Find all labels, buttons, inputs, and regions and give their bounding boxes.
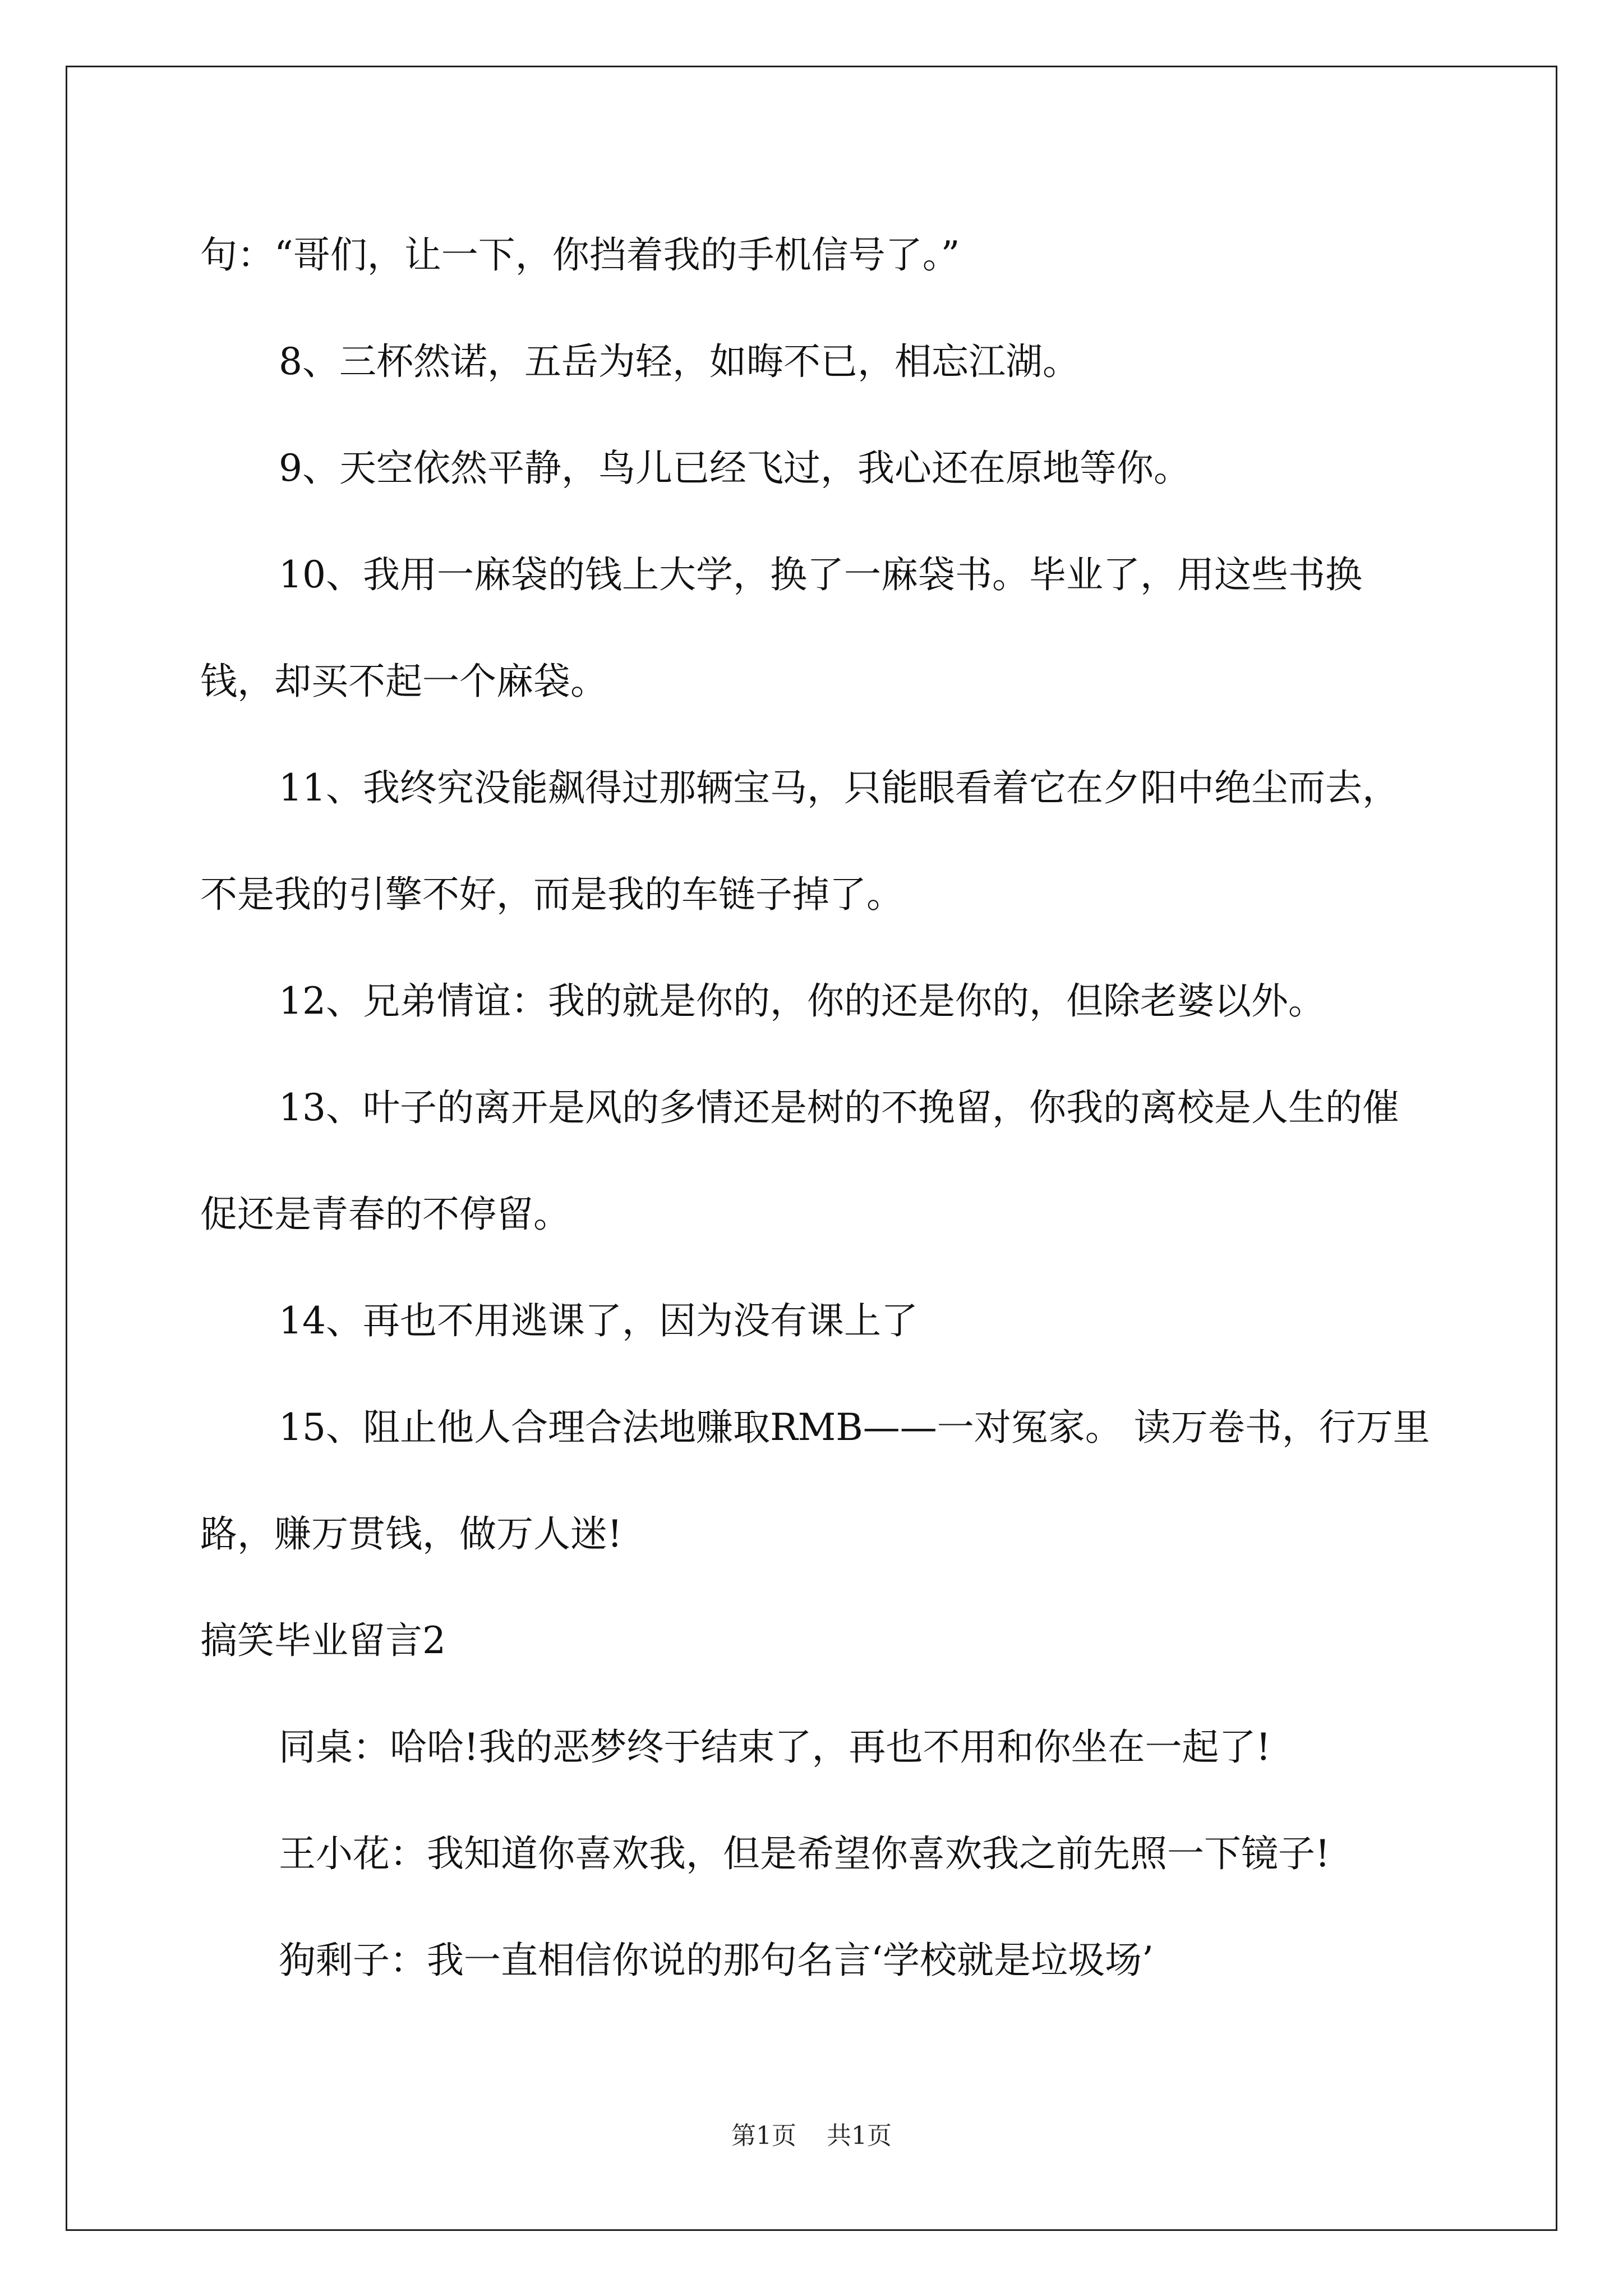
paragraph-item-10: 10、我用一麻袋的钱上大学，换了一麻袋书。毕业了，用这些书换钱，却买不起一个麻袋。 xyxy=(200,553,1362,703)
message-goushengzi: 狗剩子：我一直相信你说的那句名言‘学校就是垃圾场’ xyxy=(279,1939,1154,1982)
paragraph-continuation: 句：“哥们，让一下，你挡着我的手机信号了。” xyxy=(200,233,960,277)
section-title: 搞笑毕业留言2 xyxy=(200,1619,446,1662)
document-body xyxy=(200,202,1434,2014)
paragraph-item-9: 9、天空依然平静，鸟儿已经飞过，我心还在原地等你。 xyxy=(279,447,1191,490)
paragraph-item-15: 15、阻止他人合理合法地赚取RMB——一对冤家。 读万卷书，行万里路，赚万贯钱，做万人迷! xyxy=(200,1406,1430,1556)
message-deskmate: 同桌：哈哈!我的恶梦终于结束了，再也不用和你坐在一起了! xyxy=(279,1726,1271,1769)
paragraph-item-11: 11、我终究没能飙得过那辆宝马，只能眼看着它在夕阳中绝尘而去，不是我的引擎不好，而是我的车链子掉了。 xyxy=(200,766,1399,916)
message-wang-xiaohua: 王小花：我知道你喜欢我，但是希望你喜欢我之前先照一下镜子! xyxy=(279,1832,1330,1875)
page-footer xyxy=(0,2119,1623,2153)
page-number: 第1页 xyxy=(731,2122,796,2150)
paragraph-item-12: 12、兄弟情谊：我的就是你的，你的还是你的，但除老婆以外。 xyxy=(279,979,1325,1023)
paragraph-item-13: 13、叶子的离开是风的多情还是树的不挽留，你我的离校是人生的催促还是青春的不停留。 xyxy=(200,1086,1399,1236)
paragraph-item-8: 8、三杯然诺，五岳为轻，如晦不已，相忘江湖。 xyxy=(279,340,1080,383)
paragraph-item-14: 14、再也不用逃课了，因为没有课上了 xyxy=(279,1299,918,1342)
page-total: 共1页 xyxy=(827,2122,892,2150)
